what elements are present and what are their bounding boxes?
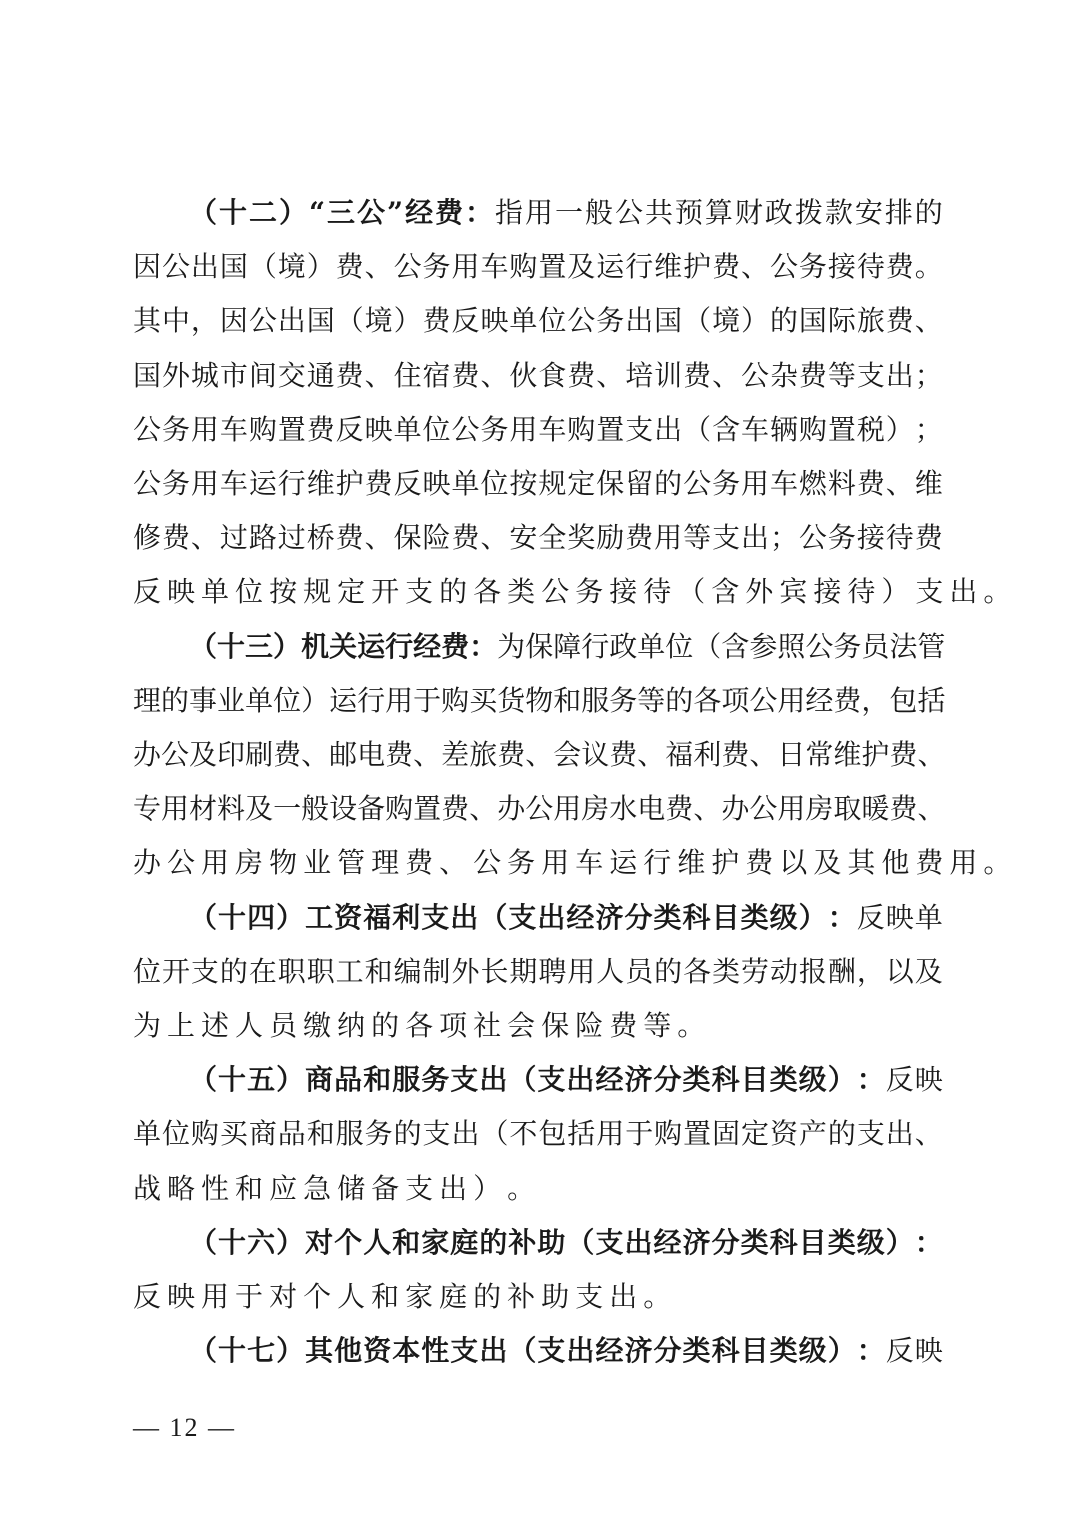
text-line: 办 公 用 房 物 业 管 理 费 、 公 务 用 车 运 行 维 护 费 以 及 其 他 费 用 。	[133, 846, 1018, 880]
text-line: 因 公 出 国 （ 境 ） 费 、 公 务 用 车 购 置 及 运 行 维 护 费 、 公 务 接 待 费 。	[133, 250, 943, 284]
text-line: 修 费 、 过 路 过 桥 费 、 保 险 费 、 安 全 奖 励 费 用 等 支 出 ； 公 务 接 待 费	[133, 521, 943, 555]
page-number: — 12 —	[133, 1413, 236, 1442]
text-line: （ 十 二 ） “ 三 公 ” 经 费 ： 指 用 一 般 公 共 预 算 财 政 拨 款 安 排 的	[189, 196, 943, 229]
text-line: 专 用 材 料 及 一 般 设 备 购 置 费 、 办 公 用 房 水 电 费 、 办 公 用 房 取 暖 费 、	[133, 792, 946, 826]
text-line: 其 中 ， 因 公 出 国 （ 境 ） 费 反 映 单 位 公 务 出 国 （ 境 ） 的 国 际 旅 费 、	[133, 304, 943, 338]
text-line: 单 位 购 买 商 品 和 服 务 的 支 出 （ 不 包 括 用 于 购 置 固 定 资 产 的 支 出 、	[133, 1117, 943, 1151]
text-line: （ 十 七 ） 其 他 资 本 性 支 出 （ 支 出 经 济 分 类 科 目 类 级 ） ： 反 映	[189, 1334, 943, 1368]
text-line: （ 十 四 ） 工 资 福 利 支 出 （ 支 出 经 济 分 类 科 目 类 级 ） ： 反 映 单	[189, 900, 943, 934]
text-line: 办 公 及 印 刷 费 、 邮 电 费 、 差 旅 费 、 会 议 费 、 福 利 费 、 日 常 维 护 费 、	[133, 738, 946, 771]
text-line: 反 映 用 于 对 个 人 和 家 庭 的 补 助 支 出 。	[133, 1280, 678, 1313]
text-line: 为 上 述 人 员 缴 纳 的 各 项 社 会 保 险 费 等 。	[133, 1009, 712, 1042]
text-line: （ 十 六 ） 对 个 人 和 家 庭 的 补 助 （ 支 出 经 济 分 类 科 目 类 级 ） ：	[189, 1225, 943, 1259]
text-line: （ 十 五 ） 商 品 和 服 务 支 出 （ 支 出 经 济 分 类 科 目 类 级 ） ： 反 映	[189, 1063, 943, 1097]
text-line: 战 略 性 和 应 急 储 备 支 出 ） 。	[133, 1171, 542, 1205]
text-line: 位 开 支 的 在 职 职 工 和 编 制 外 长 期 聘 用 人 员 的 各 类 劳 动 报 酬 ， 以 及	[133, 954, 943, 988]
text-line: 理 的 事 业 单 位 ） 运 行 用 于 购 买 货 物 和 服 务 等 的 各 项 公 用 经 费 ， 包 括	[133, 683, 946, 717]
text-line: 公 务 用 车 购 置 费 反 映 单 位 公 务 用 车 购 置 支 出 （ 含 车 辆 购 置 税 ） ；	[133, 412, 943, 446]
text-line: 反 映 单 位 按 规 定 开 支 的 各 类 公 务 接 待 （ 含 外 宾 接 待 ） 支 出 。	[133, 575, 1018, 609]
text-line: 公 务 用 车 运 行 维 护 费 反 映 单 位 按 规 定 保 留 的 公 务 用 车 燃 料 费 、 维	[133, 467, 943, 500]
text-line: （ 十 三 ） 机 关 运 行 经 费 ： 为 保 障 行 政 单 位 （ 含 参 照 公 务 员 法 管	[189, 629, 946, 663]
text-line: 国 外 城 市 间 交 通 费 、 住 宿 费 、 伙 食 费 、 培 训 费 、 公 杂 费 等 支 出 ；	[133, 358, 943, 392]
